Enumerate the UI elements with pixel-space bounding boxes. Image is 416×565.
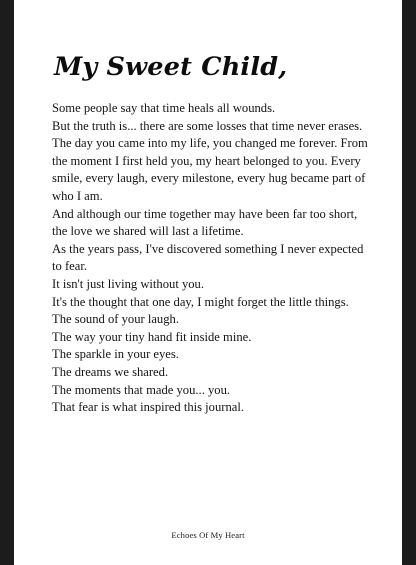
letter-greeting: My Sweet Child, (54, 52, 288, 82)
letter-body (52, 100, 402, 417)
letter-line: The day you came into my life, you changed me forever. From (52, 136, 368, 151)
letter-line: It's the thought that one day, I might forget the little things. (52, 294, 349, 309)
letter-line: That fear is what inspired this journal. (52, 400, 245, 415)
letter-line: The moments that made you... you. (52, 382, 231, 397)
page-footer: Echoes Of My Heart (171, 530, 245, 540)
letter-line: Some people say that time heals all wounds. (52, 101, 276, 115)
letter-line: The sparkle in your eyes. (52, 347, 179, 362)
journal-page (14, 0, 402, 565)
letter-line: But the truth is... there are some losses that time never erases. (52, 118, 363, 133)
letter-line: And although our time together may have been far too short, (52, 206, 358, 221)
letter-line: to fear. (52, 259, 87, 274)
letter-line: The sound of your laugh. (52, 312, 179, 327)
letter-line: the love we shared will last a lifetime. (52, 224, 244, 239)
letter-line: who I am. (52, 188, 103, 203)
letter-line: As the years pass, I've discovered something I never expected (52, 241, 364, 256)
letter-line: It isn't just living without you. (52, 276, 205, 291)
letter-line: smile, every laugh, every milestone, every hug became part of (52, 171, 366, 186)
letter-line: The way your tiny hand fit inside mine. (52, 329, 252, 344)
letter-line: The dreams we shared. (52, 364, 169, 379)
letter-line: the moment I first held you, my heart belonged to you. Every (52, 153, 361, 168)
